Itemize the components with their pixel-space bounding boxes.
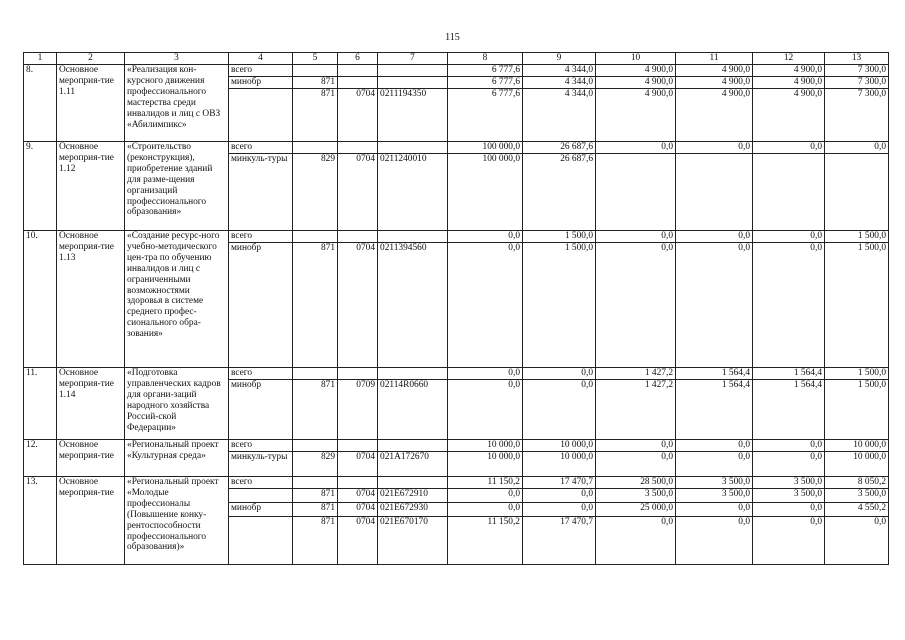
table-cell: 0,0 [753,440,825,452]
item-number: 10. [24,231,57,368]
table-cell: 829 [293,452,338,477]
table-cell: 3 500,0 [753,489,825,503]
column-header: 13 [825,53,889,65]
table-cell: 8 050,2 [825,477,889,489]
column-header: 8 [448,53,523,65]
table-cell: всего [229,231,293,243]
table-cell: 0211240010 [378,154,448,231]
table-cell: всего [229,65,293,77]
page-number: 115 [445,32,460,43]
table-cell: 25 000,0 [596,503,676,517]
table-cell: 1 427,2 [596,380,676,440]
table-cell [825,154,889,231]
table-cell: 11 150,2 [448,477,523,489]
table-cell: 3 500,0 [676,489,753,503]
table-cell: 0,0 [448,503,523,517]
table-cell: всего [229,368,293,380]
table-cell: 6 777,6 [448,65,523,77]
table-cell: 0709 [338,380,378,440]
table-cell: 0,0 [596,452,676,477]
column-header: 6 [338,53,378,65]
table-cell: 7 300,0 [825,65,889,77]
table-cell [338,440,378,452]
table-cell: 0211394560 [378,243,448,368]
table-cell: 0,0 [676,243,753,368]
table-cell: 3 500,0 [676,477,753,489]
table-cell: 871 [293,243,338,368]
column-header: 11 [676,53,753,65]
table-cell: 100 000,0 [448,142,523,154]
table-cell: 021E670170 [378,517,448,565]
item-title: «Строительство (реконструкция), приобретение зданий для разме-щения организаций профессионального образования» [125,142,229,231]
table-cell: 1 500,0 [825,368,889,380]
table-cell: 0,0 [676,440,753,452]
table-cell: 0704 [338,517,378,565]
table-cell [676,154,753,231]
table-cell: 871 [293,517,338,565]
table-cell: 4 900,0 [596,65,676,77]
column-header: 2 [57,53,125,65]
table-cell: 0,0 [676,142,753,154]
item-title: «Региональный проект «Молодые профессионалы (Повышение конку-рентоспособности профессионального образования)» [125,477,229,565]
item-type: Основное мероприя-тие [57,477,125,565]
table-cell [293,65,338,77]
item-number: 12. [24,440,57,477]
table-cell [338,77,378,89]
column-header: 9 [523,53,596,65]
table-cell: 7 300,0 [825,89,889,142]
table-cell: 0,0 [676,503,753,517]
table-cell [378,440,448,452]
table-cell: 1 564,4 [753,380,825,440]
table-cell: 0704 [338,243,378,368]
item-number: 13. [24,477,57,565]
table-cell: 021E672930 [378,503,448,517]
table-cell: минкуль-туры [229,154,293,231]
table-cell: 0,0 [448,231,523,243]
table-cell [338,65,378,77]
table-cell: 0,0 [596,231,676,243]
table-cell [229,489,293,503]
table-cell: 871 [293,77,338,89]
item-title: «Подготовка управленческих кадров для органи-заций народного хозяйства Россий-ской Федерации» [125,368,229,440]
table-cell: минкуль-туры [229,452,293,477]
table-cell: 10 000,0 [523,452,596,477]
table-cell: всего [229,440,293,452]
table-cell [378,477,448,489]
item-type: Основное мероприя-тие [57,440,125,477]
table-cell: 1 500,0 [523,231,596,243]
table-cell: 0,0 [523,503,596,517]
item-title: «Создание ресурс-ного учебно-методического цен-тра по обучению инвалидов и лиц с ограниченными возможностями здоровья в системе среднего профес-сионального обра-зования» [125,231,229,368]
table-cell: 0,0 [676,517,753,565]
table-cell: 871 [293,89,338,142]
table-cell: 0,0 [596,243,676,368]
table-cell: всего [229,142,293,154]
column-header: 10 [596,53,676,65]
table-cell [378,368,448,380]
table-cell: 02114R0660 [378,380,448,440]
table-cell: 021E672910 [378,489,448,503]
table-cell [338,142,378,154]
table-cell: 10 000,0 [523,440,596,452]
item-number: 9. [24,142,57,231]
table-cell: 1 500,0 [825,231,889,243]
item-type: Основное мероприя-тие 1.12 [57,142,125,231]
item-type: Основное мероприя-тие 1.14 [57,368,125,440]
table-row [24,368,889,380]
table-cell: 4 900,0 [596,89,676,142]
table-cell: 4 344,0 [523,77,596,89]
column-header: 4 [229,53,293,65]
table-cell: 1 500,0 [825,243,889,368]
column-header: 12 [753,53,825,65]
table-row [24,440,889,452]
table-cell: 0,0 [448,243,523,368]
table-cell: 1 500,0 [825,380,889,440]
table-cell: 100 000,0 [448,154,523,231]
table-cell [293,231,338,243]
table-cell: 1 500,0 [523,243,596,368]
table-cell: 0,0 [448,368,523,380]
column-header: 1 [24,53,57,65]
table-cell [753,154,825,231]
table-cell: 26 687,6 [523,142,596,154]
table-cell: 829 [293,154,338,231]
item-number: 8. [24,65,57,142]
table-cell [338,477,378,489]
table-cell: 0,0 [753,503,825,517]
table-cell: 3 500,0 [596,489,676,503]
table-cell: 0704 [338,154,378,231]
table-row [24,477,889,489]
table-cell: 0,0 [825,142,889,154]
table-cell: 871 [293,503,338,517]
table-cell: 4 900,0 [596,77,676,89]
table-cell [596,154,676,231]
table-cell: 10 000,0 [825,452,889,477]
table-cell: 0,0 [676,452,753,477]
table-cell: 871 [293,380,338,440]
item-title: «Региональный проект «Культурная среда» [125,440,229,477]
item-title: «Реализация кон-курсного движения профессионального мастерства среди инвалидов и лиц с ОВЗ «Абилимпикс» [125,65,229,142]
table-cell [293,368,338,380]
table-row [24,231,889,243]
table-cell: 4 900,0 [753,65,825,77]
table-cell: 0,0 [448,380,523,440]
table-cell: минобр [229,380,293,440]
table-cell: 0,0 [753,517,825,565]
table-cell: 10 000,0 [448,452,523,477]
table-cell: 4 344,0 [523,89,596,142]
table-cell [229,517,293,565]
table-cell [293,477,338,489]
table-cell: 0,0 [753,142,825,154]
table-cell: 4 900,0 [676,77,753,89]
table-cell: 28 500,0 [596,477,676,489]
table-cell: 10 000,0 [825,440,889,452]
table-cell [293,440,338,452]
table-cell: 26 687,6 [523,154,596,231]
table-cell: 11 150,2 [448,517,523,565]
table-cell: 0,0 [753,452,825,477]
table-cell: 0,0 [825,517,889,565]
table-cell: 0,0 [753,243,825,368]
column-header: 5 [293,53,338,65]
table-cell: 1 564,4 [753,368,825,380]
table-cell: 0,0 [523,368,596,380]
table-cell: 7 300,0 [825,77,889,89]
table-row [24,142,889,154]
table-cell: 0704 [338,89,378,142]
table-cell: 0,0 [596,440,676,452]
table-cell: 021A172670 [378,452,448,477]
table-cell: 0,0 [448,489,523,503]
table-cell: 3 500,0 [753,477,825,489]
table-cell [338,231,378,243]
column-header: 3 [125,53,229,65]
table-cell [378,142,448,154]
table-cell: 3 500,0 [825,489,889,503]
table-cell: 10 000,0 [448,440,523,452]
table-cell: 0704 [338,452,378,477]
table-cell: 0704 [338,489,378,503]
table-cell [293,142,338,154]
table-cell: минобр [229,77,293,89]
table-cell: 17 470,7 [523,517,596,565]
table-cell: 871 [293,489,338,503]
table-cell: 4 900,0 [676,65,753,77]
table-cell: минобр [229,503,293,517]
table-cell: 6 777,6 [448,77,523,89]
table-cell [378,231,448,243]
table-cell: 4 550,2 [825,503,889,517]
table-cell: 0,0 [596,517,676,565]
table-cell [378,65,448,77]
table-cell: 1 564,4 [676,368,753,380]
column-header: 7 [378,53,448,65]
table-cell: 0704 [338,503,378,517]
table-cell: 0211194350 [378,89,448,142]
item-number: 11. [24,368,57,440]
item-type: Основное мероприя-тие 1.11 [57,65,125,142]
table-cell: 0,0 [523,380,596,440]
table-cell: 4 900,0 [753,89,825,142]
table-cell [338,368,378,380]
table-cell: 0,0 [676,231,753,243]
table-cell [229,89,293,142]
table-cell: 0,0 [596,142,676,154]
table-cell: всего [229,477,293,489]
table-cell [378,77,448,89]
table-cell: 0,0 [523,489,596,503]
table-cell: 4 344,0 [523,65,596,77]
table-cell: 6 777,6 [448,89,523,142]
table-cell: 17 470,7 [523,477,596,489]
budget-table [23,52,889,565]
column-header-row [24,53,889,65]
table-row [24,65,889,77]
table-cell: минобр [229,243,293,368]
table-cell: 0,0 [753,231,825,243]
item-type: Основное мероприя-тие 1.13 [57,231,125,368]
table-cell: 1 427,2 [596,368,676,380]
table-cell: 4 900,0 [753,77,825,89]
table-cell: 4 900,0 [676,89,753,142]
table-cell: 1 564,4 [676,380,753,440]
